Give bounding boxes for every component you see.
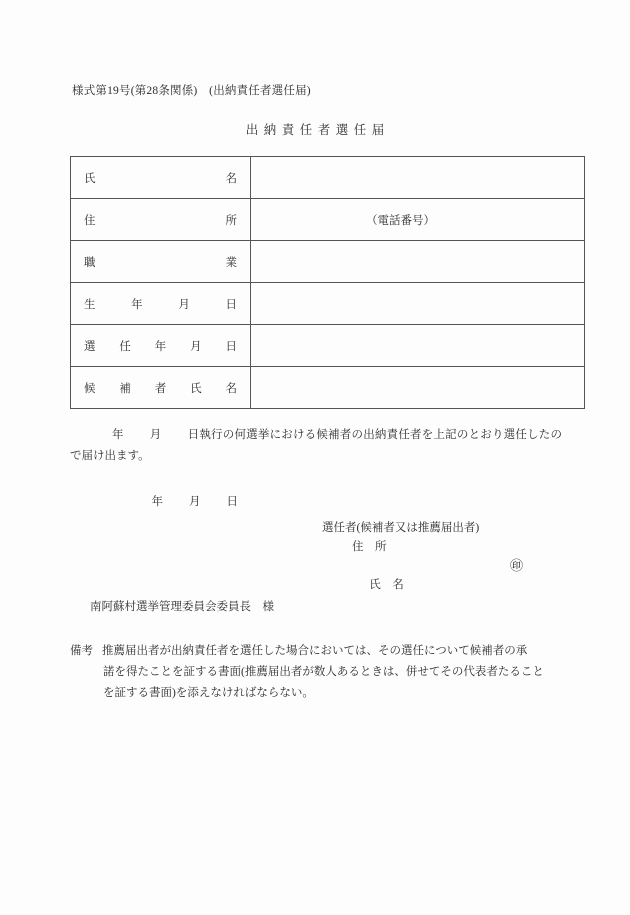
label-char: 氏 — [190, 382, 202, 395]
label-char: 名 — [225, 382, 237, 395]
addressee-line: 南阿蘇村選挙管理委員会委員長 様 — [90, 601, 274, 613]
table-row — [71, 241, 585, 283]
signer-title: 選任者(候補者又は推薦届出者) — [322, 522, 480, 534]
remarks-line-2: 諾を得たことを証する書面(推薦届出者が数人あるときは、併せてその代表者たること — [103, 666, 544, 678]
remarks-text-1: 推薦届出者が出納責任者を選任した場合においては、その選任について候補者の承 — [102, 645, 528, 657]
statement-year: 年 — [112, 429, 124, 441]
submission-date-line — [140, 481, 238, 521]
label-char: 生 — [84, 298, 96, 311]
label-char: 年 — [131, 298, 143, 311]
label-char: 業 — [225, 256, 237, 269]
table-row — [71, 367, 585, 409]
row-value-birthdate[interactable] — [251, 283, 585, 325]
row-value-name[interactable] — [251, 157, 585, 199]
signer-name-label: 氏 名 — [369, 579, 404, 591]
label-char: 日 — [225, 340, 237, 353]
row-label-candidate-name — [71, 367, 251, 409]
row-value-address[interactable] — [251, 199, 585, 241]
table-row — [71, 157, 585, 199]
signer-name-row — [322, 557, 524, 633]
remarks-line-1 — [70, 641, 562, 662]
statement-month: 月 — [149, 429, 162, 441]
phone-number-note: （電話番号） — [366, 214, 435, 227]
label-char: 氏 — [84, 172, 96, 185]
applicant-details-table — [70, 156, 585, 409]
row-label-name — [71, 157, 251, 199]
seal-icon: ㊞ — [510, 558, 524, 573]
remarks-label: 備考 — [70, 645, 93, 657]
label-char: 所 — [225, 214, 237, 227]
label-char: 候 — [84, 382, 96, 395]
page-title: 出納責任者選任届 — [245, 123, 390, 137]
label-char: 職 — [84, 256, 96, 269]
table-row — [71, 283, 585, 325]
label-char: 補 — [119, 382, 131, 395]
row-value-occupation[interactable] — [251, 241, 585, 283]
row-label-occupation — [71, 241, 251, 283]
table-row — [71, 199, 585, 241]
label-char: 月 — [190, 340, 202, 353]
row-value-candidate-name[interactable] — [251, 367, 585, 409]
label-char: 月 — [178, 298, 190, 311]
row-value-appointment-date[interactable] — [251, 325, 585, 367]
label-char: 日 — [225, 298, 237, 311]
signer-address-label: 住 所 — [352, 541, 387, 553]
table-row — [71, 325, 585, 367]
row-label-address — [71, 199, 251, 241]
label-char: 住 — [84, 214, 96, 227]
row-label-birthdate — [71, 283, 251, 325]
date-year-label: 年 — [151, 496, 163, 508]
label-char: 名 — [225, 172, 237, 185]
statement-body: 日執行の何選挙における候補者の出納責任者を上記のとおり選任したので届け出ます。 — [70, 429, 563, 462]
row-label-appointment-date — [71, 325, 251, 367]
label-char: 者 — [154, 382, 167, 395]
remarks-section — [70, 641, 562, 704]
date-day-label: 日 — [226, 496, 238, 508]
declaration-paragraph — [70, 425, 562, 467]
remarks-line-3: を証する書面)を添えなければならない。 — [103, 687, 314, 699]
label-char: 任 — [119, 340, 131, 353]
signature-block — [322, 519, 524, 633]
form-code-header: 様式第19号(第28条関係) (出納責任者選任届) — [72, 85, 311, 97]
date-month-label: 月 — [189, 496, 201, 508]
label-char: 選 — [84, 340, 96, 353]
label-char: 年 — [154, 340, 167, 353]
